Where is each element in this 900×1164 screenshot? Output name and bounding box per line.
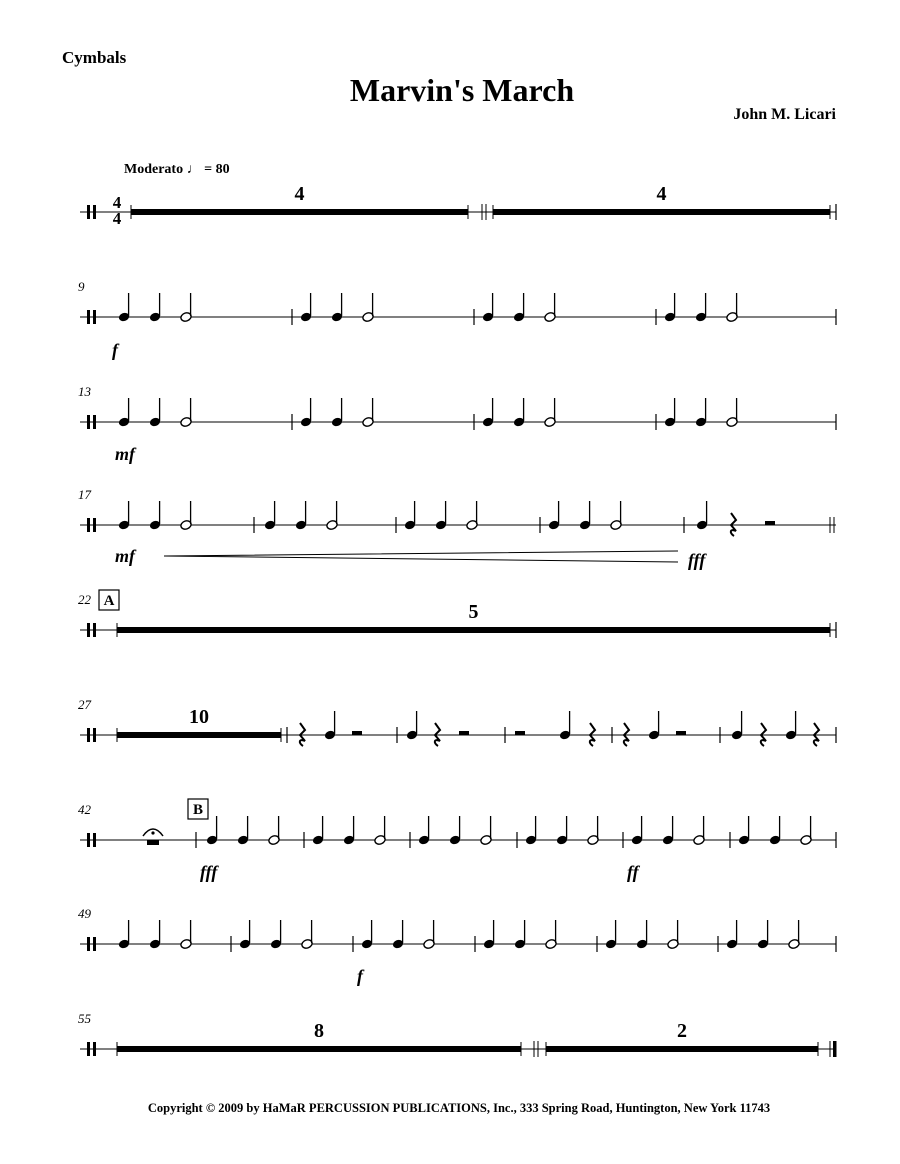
half-rest <box>676 731 686 735</box>
measure-number: 13 <box>78 384 91 399</box>
dynamic-marking: ff <box>627 862 639 882</box>
percussion-clef <box>87 1042 90 1056</box>
measure-number: 9 <box>78 279 85 294</box>
multi-measure-rest <box>117 732 281 738</box>
rest-count: 10 <box>189 706 209 728</box>
rehearsal-mark: B <box>192 802 204 818</box>
rest-count: 8 <box>314 1020 324 1042</box>
percussion-clef <box>87 937 90 951</box>
dynamic-marking: f <box>112 340 118 360</box>
quarter-note-icon: ♩ <box>186 162 201 177</box>
tempo-text: Moderato <box>124 162 184 177</box>
percussion-clef <box>87 310 90 324</box>
measure-number: 27 <box>78 697 91 712</box>
rest-count: 4 <box>294 183 305 205</box>
percussion-clef <box>93 937 96 951</box>
percussion-clef <box>93 518 96 532</box>
percussion-clef <box>87 833 90 847</box>
multi-measure-rest <box>131 209 468 215</box>
percussion-clef <box>87 728 90 742</box>
rest-count: 4 <box>656 183 667 205</box>
percussion-clef <box>93 623 96 637</box>
percussion-clef <box>93 205 96 219</box>
rest-count: 2 <box>677 1020 687 1042</box>
multi-measure-rest <box>117 1046 521 1052</box>
measure-number: 42 <box>78 802 91 817</box>
multi-measure-rest <box>117 627 830 633</box>
measure-number: 49 <box>78 906 91 921</box>
dynamic-marking: fff <box>688 550 706 570</box>
multi-measure-rest <box>493 209 830 215</box>
percussion-clef <box>93 1042 96 1056</box>
half-rest <box>352 731 362 735</box>
time-signature-top: 4 <box>112 193 122 212</box>
rehearsal-mark: A <box>103 593 115 609</box>
dynamic-marking: fff <box>200 862 218 882</box>
dynamic-marking: mf <box>115 546 135 566</box>
measure-number: 55 <box>78 1011 91 1026</box>
instrument-name: Cymbals <box>62 48 127 67</box>
half-rest <box>765 521 775 525</box>
measure-number: 22 <box>78 592 91 607</box>
half-rest <box>459 731 469 735</box>
percussion-clef <box>93 728 96 742</box>
dynamic-marking: mf <box>115 444 135 464</box>
dynamic-marking: f <box>357 966 363 986</box>
final-barline <box>833 1041 837 1057</box>
percussion-clef <box>87 623 90 637</box>
rest-count: 5 <box>468 601 479 623</box>
half-rest <box>515 731 525 735</box>
percussion-clef <box>93 833 96 847</box>
measure-number: 17 <box>78 487 91 502</box>
whole-rest <box>147 840 159 845</box>
piece-title: Marvin's March <box>349 72 575 108</box>
tempo-value: = 80 <box>204 162 230 177</box>
percussion-clef <box>87 415 90 429</box>
percussion-clef <box>93 310 96 324</box>
time-signature-bottom: 4 <box>112 209 122 228</box>
percussion-clef <box>87 518 90 532</box>
multi-measure-rest <box>546 1046 818 1052</box>
copyright-notice: Copyright © 2009 by HaMaR PERCUSSION PUBLICATIONS, Inc., 333 Spring Road, Huntington, New York 11743 <box>147 1101 771 1115</box>
percussion-clef <box>87 205 90 219</box>
fermata-dot <box>151 831 154 834</box>
percussion-clef <box>93 415 96 429</box>
composer-name: John M. Licari <box>733 106 836 123</box>
crescendo-hairpin <box>164 551 678 562</box>
